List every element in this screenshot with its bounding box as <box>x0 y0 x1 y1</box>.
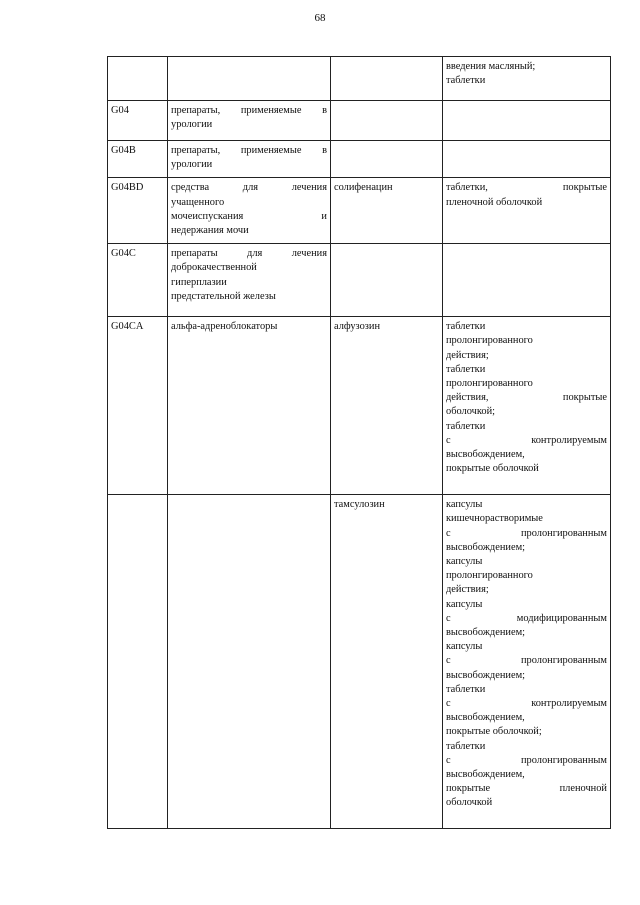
dosage-form-line: капсулы <box>446 499 483 511</box>
dosage-form-line: таблетки, покрытые <box>446 182 607 194</box>
dosage-form-line: капсулы <box>446 641 483 653</box>
table-row <box>108 495 611 829</box>
atc-code: G04 <box>111 105 129 116</box>
dosage-form-line: введения масляный; <box>446 61 536 72</box>
dosage-form-line: покрытые оболочкой; <box>446 726 542 738</box>
atc-code-cell <box>108 495 168 829</box>
anatomical-group-cell <box>168 317 331 495</box>
anatomical-group-line: мочеиспускания и <box>171 210 327 222</box>
anatomical-group-cell <box>168 178 331 244</box>
atc-code: G04CA <box>111 321 144 333</box>
dosage-form-line: высвобождением; <box>446 541 526 553</box>
atc-code: G04BD <box>111 182 144 194</box>
dosage-form-line: высвобождением; <box>446 669 526 681</box>
dosage-form-line: покрытые пленочной <box>446 783 607 795</box>
atc-code-cell <box>108 57 168 101</box>
dosage-form-line: таблетки <box>446 363 486 375</box>
drug-name-cell <box>331 317 443 495</box>
anatomical-group-cell <box>168 244 331 317</box>
dosage-form-line: таблетки <box>446 740 486 752</box>
atc-code-cell <box>108 178 168 244</box>
drug-name-cell <box>331 57 443 101</box>
dosage-form-line: высвобождением; <box>446 627 526 639</box>
anatomical-group-line: препараты, применяемые в <box>171 105 327 116</box>
dosage-form-line: с пролонгированным <box>446 754 607 766</box>
table-row <box>108 57 611 101</box>
atc-code-cell <box>108 244 168 317</box>
table-row <box>108 178 611 244</box>
anatomical-group-cell <box>168 57 331 101</box>
dosage-form-line: действия; <box>446 584 489 596</box>
anatomical-group-line: препараты, применяемые в <box>171 145 327 156</box>
dosage-form-line: таблетки <box>446 420 486 432</box>
dosage-form-line: с модифицированным <box>446 612 607 624</box>
dosage-form-line: капсулы <box>446 556 483 568</box>
anatomical-group-line: урологии <box>171 119 213 131</box>
dosage-form-line: пролонгированного <box>446 378 533 390</box>
dosage-form-cell <box>443 244 611 317</box>
dosage-form-cell <box>443 57 611 101</box>
dosage-form-line: оболочкой <box>446 797 493 809</box>
anatomical-group-line: учащенного <box>171 196 225 208</box>
drug-name-cell <box>331 101 443 141</box>
drug-name-cell <box>331 244 443 317</box>
dosage-form-cell <box>443 495 611 829</box>
dosage-form-line: пленочной оболочкой <box>446 196 543 208</box>
dosage-form-line: таблетки <box>446 683 486 695</box>
atc-code-cell <box>108 317 168 495</box>
anatomical-group-cell <box>168 101 331 141</box>
dosage-form-line: с пролонгированным <box>446 655 607 667</box>
anatomical-group-cell <box>168 141 331 178</box>
dosage-form-line: с пролонгированным <box>446 527 607 539</box>
table-row <box>108 244 611 317</box>
dosage-form-line: пролонгированного <box>446 335 533 347</box>
anatomical-group-line: альфа-адреноблокаторы <box>171 321 278 333</box>
dosage-form-cell <box>443 141 611 178</box>
page-number: 68 <box>314 12 326 24</box>
dosage-form-cell <box>443 178 611 244</box>
atc-code-cell <box>108 101 168 141</box>
dosage-form-line: покрытые оболочкой <box>446 463 539 475</box>
anatomical-group-line: доброкачественной <box>171 262 257 274</box>
dosage-form-line: пролонгированного <box>446 570 533 582</box>
drug-name: алфузозин <box>334 321 381 333</box>
dosage-form-line: высвобождением, <box>446 769 525 781</box>
drug-name-cell <box>331 495 443 829</box>
atc-code-cell <box>108 141 168 178</box>
anatomical-group-cell <box>168 495 331 829</box>
dosage-form-line: кишечнорастворимые <box>446 513 543 525</box>
dosage-form-line: высвобождением, <box>446 449 525 461</box>
table-row <box>108 101 611 141</box>
anatomical-group-line: урологии <box>171 159 213 171</box>
dosage-form-line: действия, покрытые <box>446 392 607 404</box>
atc-code: G04C <box>111 248 136 260</box>
anatomical-group-line: предстательной железы <box>171 290 276 302</box>
dosage-form-line: таблетки <box>446 321 486 333</box>
table-row <box>108 317 611 495</box>
atc-code: G04B <box>111 145 136 156</box>
dosage-form-cell <box>443 101 611 141</box>
drug-name-cell <box>331 178 443 244</box>
dosage-form-line: оболочкой; <box>446 406 496 418</box>
dosage-form-line: действия; <box>446 349 489 361</box>
dosage-form-line: с контролируемым <box>446 434 607 446</box>
drug-name: солифенацин <box>334 182 393 194</box>
dosage-form-line: с контролируемым <box>446 698 607 710</box>
anatomical-group-line: гиперплазии <box>171 276 227 288</box>
dosage-form-line: таблетки <box>446 75 486 87</box>
anatomical-group-line: препараты для лечения <box>171 248 327 260</box>
table-row <box>108 141 611 178</box>
dosage-form-line: высвобождением, <box>446 712 525 724</box>
anatomical-group-line: средства для лечения <box>171 182 327 194</box>
anatomical-group-line: недержания мочи <box>171 225 249 237</box>
medication-table <box>107 56 611 829</box>
dosage-form-line: капсулы <box>446 598 483 610</box>
dosage-form-cell <box>443 317 611 495</box>
drug-name-cell <box>331 141 443 178</box>
drug-name: тамсулозин <box>334 499 385 511</box>
medication-table-body <box>108 57 611 829</box>
